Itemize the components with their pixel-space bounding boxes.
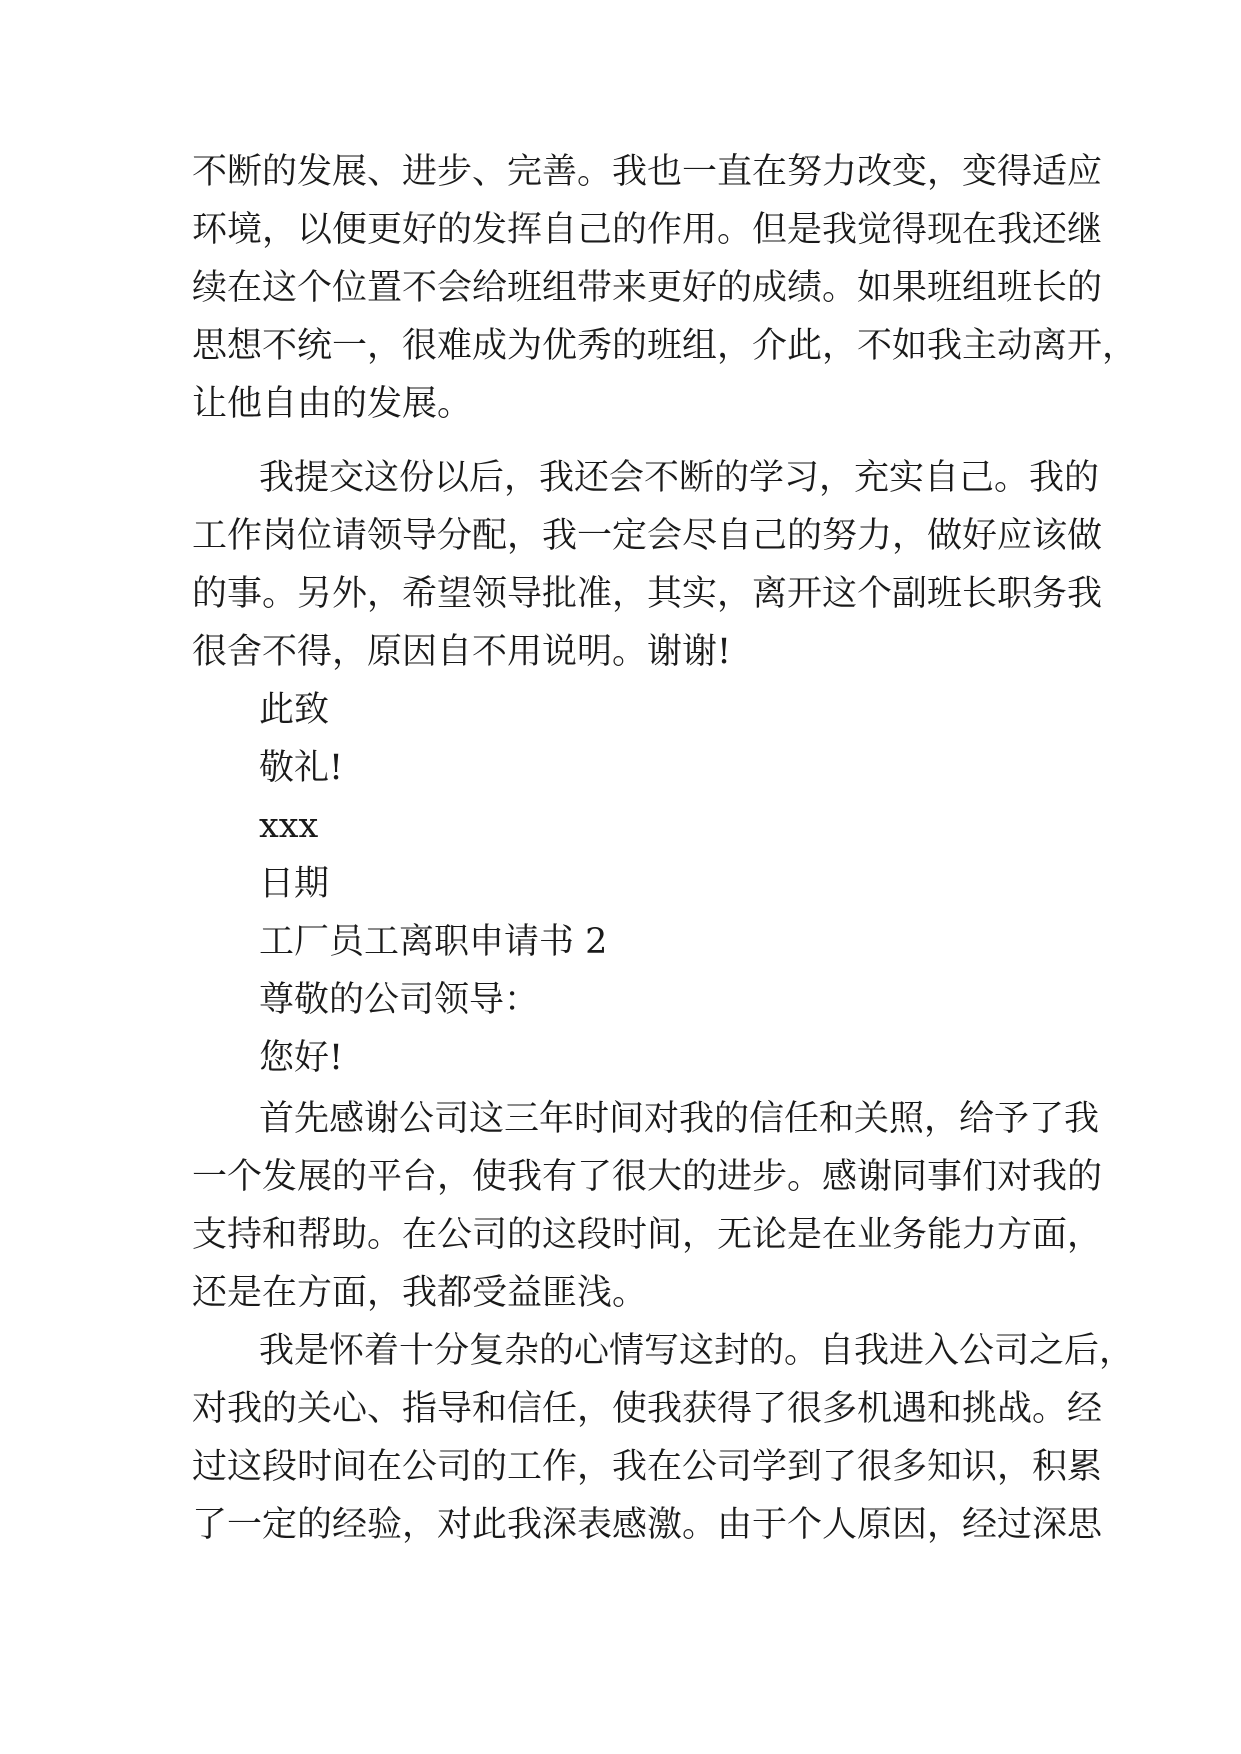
text-line: 支持和帮助。在公司的这段时间，无论是在业务能力方面， — [192, 1215, 1103, 1255]
greeting-line: 尊敬的公司领导： — [259, 980, 540, 1020]
text-line: 思想不统一，很难成为优秀的班组，介此，不如我主动离开， — [192, 326, 1138, 366]
text-line: 很舍不得，原因自不用说明。谢谢! — [192, 632, 732, 672]
text-line: 环境，以便更好的发挥自己的作用。但是我觉得现在我还继 — [192, 210, 1103, 250]
text-line: 续在这个位置不会给班组带来更好的成绩。如果班组班长的 — [192, 268, 1103, 308]
greeting-line: 您好! — [259, 1038, 344, 1078]
signature-date: 日期 — [259, 864, 330, 904]
text-line: 的事。另外，希望领导批准，其实，离开这个副班长职务我 — [192, 574, 1103, 614]
salutation-line: 敬礼! — [259, 748, 344, 788]
text-line: 过这段时间在公司的工作，我在公司学到了很多知识，积累 — [192, 1447, 1103, 1487]
text-line: 我是怀着十分复杂的心情写这封的。自我进入公司之后， — [259, 1331, 1135, 1371]
text-line: 一个发展的平台，使我有了很大的进步。感谢同事们对我的 — [192, 1157, 1103, 1197]
text-line: 我提交这份以后，我还会不断的学习，充实自己。我的 — [259, 458, 1100, 498]
text-line: 不断的发展、进步、完善。我也一直在努力改变，变得适应 — [192, 152, 1103, 192]
text-line: 首先感谢公司这三年时间对我的信任和关照，给予了我 — [259, 1099, 1100, 1139]
closing-line: 此致 — [259, 690, 330, 730]
text-line: 工作岗位请领导分配，我一定会尽自己的努力，做好应该做 — [192, 516, 1103, 556]
signature-name: xxx — [259, 806, 319, 846]
text-line: 还是在方面，我都受益匪浅。 — [192, 1273, 648, 1313]
text-line: 让他自由的发展。 — [192, 384, 473, 424]
section-title: 工厂员工离职申请书 2 — [259, 922, 608, 962]
text-line: 了一定的经验，对此我深表感激。由于个人原因，经过深思 — [192, 1505, 1103, 1545]
text-line: 对我的关心、指导和信任，使我获得了很多机遇和挑战。经 — [192, 1389, 1103, 1429]
